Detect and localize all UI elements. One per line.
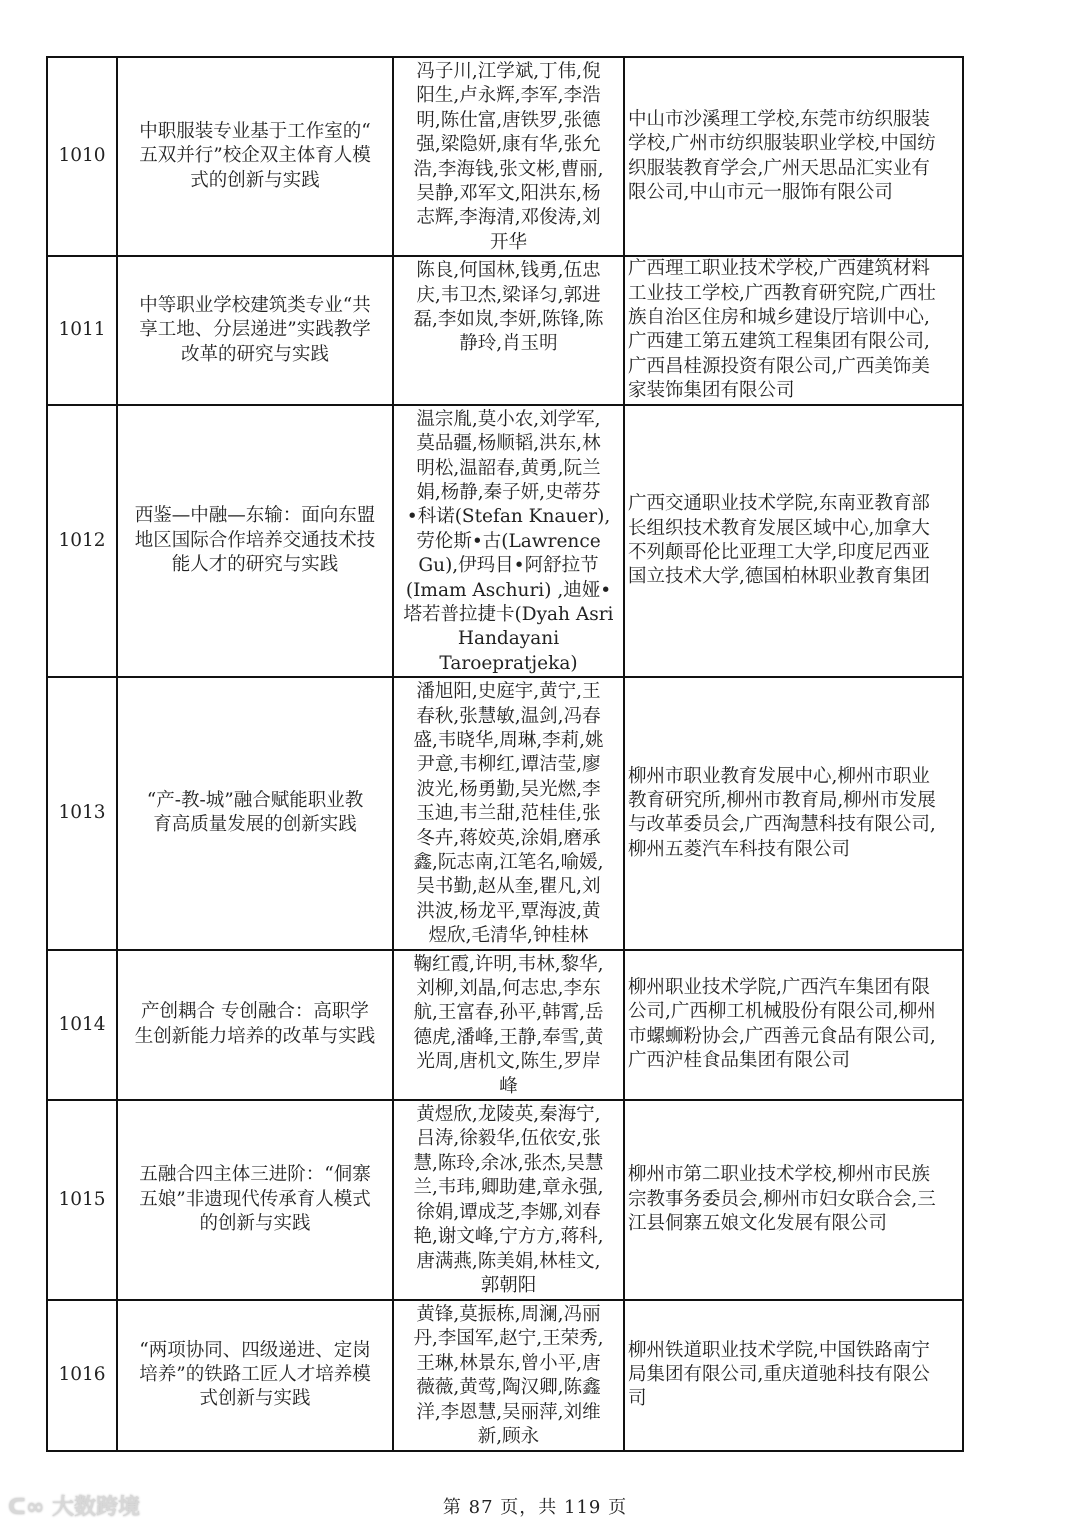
project-organizations: 广西交通职业技术学院,东南亚教育部 长组织技术教育发展区域中心,加拿大 不列颠哥伦比亚理工大学,印度尼西亚 国立技术大学,德国柏林职业教育集团	[624, 405, 963, 677]
table-row	[47, 677, 963, 949]
project-title: 产创耦合 专创融合：高职学 生创新能力培养的改革与实践	[117, 950, 393, 1100]
project-organizations: 柳州市第二职业技术学校,柳州市民族 宗教事务委员会,柳州市妇女联合会,三 江县侗寨五娘文化发展有限公司	[624, 1100, 963, 1300]
project-title: 西鉴—中融—东输：面向东盟 地区国际合作培养交通技术技 能人才的研究与实践	[117, 405, 393, 677]
page-number: 第 87 页，共 119 页	[442, 1497, 628, 1518]
table-row	[47, 57, 963, 256]
project-id: 1011	[47, 256, 117, 404]
project-members: 陈良,何国林,钱勇,伍忠 庆,韦卫杰,梁译匀,郭进 磊,李如岚,李妍,陈锋,陈 静玲,肖玉明	[393, 256, 624, 404]
project-organizations: 柳州职业技术学院,广西汽车集团有限 公司,广西柳工机械股份有限公司,柳州 市螺蛳粉协会,广西善元食品有限公司, 广西沪桂食品集团有限公司	[624, 950, 963, 1100]
project-id: 1015	[47, 1100, 117, 1300]
project-members: 冯子川,江学斌,丁伟,倪 阳生,卢永辉,李军,李浩 明,陈仕富,唐铁罗,张德 强,梁隐妍,康有华,张允 浩,李海钱,张文彬,曹丽, 吴静,邓军文,阳洪东,杨 志辉,李海清,邓俊涛,刘 开华	[393, 57, 624, 256]
project-organizations: 广西理工职业技术学校,广西建筑材料 工业技工学校,广西教育研究院,广西壮 族自治区住房和城乡建设厅培训中心, 广西建工第五建筑工程集团有限公司, 广西昌桂源投资有限公司,广西美饰美 家装饰集团有限公司	[624, 256, 963, 404]
page-footer	[0, 1493, 1080, 1519]
project-organizations: 柳州市职业教育发展中心,柳州市职业 教育研究所,柳州市教育局,柳州市发展 与改革委员会,广西淘慧科技有限公司, 柳州五菱汽车科技有限公司	[624, 677, 963, 949]
project-id: 1013	[47, 677, 117, 949]
project-members: 温宗胤,莫小农,刘学军, 莫品疆,杨顺韬,洪东,林 明松,温韶春,黄勇,阮兰 娟,杨静,秦子妍,史蒂芬 •科诺(Stefan Knauer), 劳伦斯•古(Lawrence Gu),伊玛目•阿舒拉节 (Imam Aschuri) ,迪娅• 塔若普拉捷卡(Dyah Asri Handayani Taroepratjeka)	[393, 405, 624, 677]
watermark-text: 大数跨境	[51, 1495, 140, 1520]
project-members: 黄煜欣,龙陵英,秦海宁, 吕涛,徐毅华,伍依安,张 慧,陈玲,余冰,张杰,吴慧 兰,韦玮,卿助建,章永强, 徐娟,谭成芝,李娜,刘春 艳,谢文峰,宁方方,蒋科, 唐满燕,陈美娟,林桂文, 郭朝阳	[393, 1100, 624, 1300]
project-id: 1010	[47, 57, 117, 256]
project-members: 潘旭阳,史庭宇,黄宁,王 春秋,张慧敏,温剑,冯春 盛,韦晓华,周琳,李莉,姚 尹意,韦柳红,谭洁莹,廖 波光,杨勇勤,吴光燃,李 玉迪,韦兰甜,范桂佳,张 冬卉,蒋姣英,涂娟,磨承 鑫,阮志南,江笔名,喻媛, 吴书勤,赵从奎,瞿凡,刘 洪波,杨龙平,覃海波,黄 煜欣,毛清华,钟桂林	[393, 677, 624, 949]
project-organizations: 柳州铁道职业技术学院,中国铁路南宁 局集团有限公司,重庆道驰科技有限公 司	[624, 1300, 963, 1450]
project-members: 鞠红霞,许明,韦林,黎华, 刘柳,刘晶,何志忠,李东 航,王富春,孙平,韩霄,岳 德虎,潘峰,王静,奉雪,黄 光周,唐机文,陈生,罗岸 峰	[393, 950, 624, 1100]
table-row	[47, 405, 963, 677]
awards-table	[46, 56, 964, 1452]
watermark-logo: ᑕ∞ 大数跨境	[8, 1495, 140, 1520]
project-title: 中等职业学校建筑类专业“共 享工地、分层递进”实践教学 改革的研究与实践	[117, 256, 393, 404]
project-title: 中职服装专业基于工作室的“ 五双并行”校企双主体育人模 式的创新与实践	[117, 57, 393, 256]
table-row	[47, 950, 963, 1100]
table-row	[47, 1100, 963, 1300]
table-row	[47, 256, 963, 404]
project-id: 1012	[47, 405, 117, 677]
project-title: “两项协同、四级递进、定岗 培养”的铁路工匠人才培养模 式创新与实践	[117, 1300, 393, 1450]
project-members: 黄锋,莫振栋,周澜,冯丽 丹,李国军,赵宁,王荣秀, 王琳,林景东,曾小平,唐 薇薇,黄莺,陶汉卿,陈鑫 洋,李恩慧,吴丽萍,刘维 新,顾永	[393, 1300, 624, 1450]
project-organizations: 中山市沙溪理工学校,东莞市纺织服装 学校,广州市纺织服装职业学校,中国纺 织服装教育学会,广州天思品汇实业有 限公司,中山市元一服饰有限公司	[624, 57, 963, 256]
project-id: 1016	[47, 1300, 117, 1450]
project-title: 五融合四主体三进阶：“侗寨 五娘”非遗现代传承育人模式 的创新与实践	[117, 1100, 393, 1300]
project-title: “产-教-城”融合赋能职业教 育高质量发展的创新实践	[117, 677, 393, 949]
project-id: 1014	[47, 950, 117, 1100]
table-row	[47, 1300, 963, 1450]
